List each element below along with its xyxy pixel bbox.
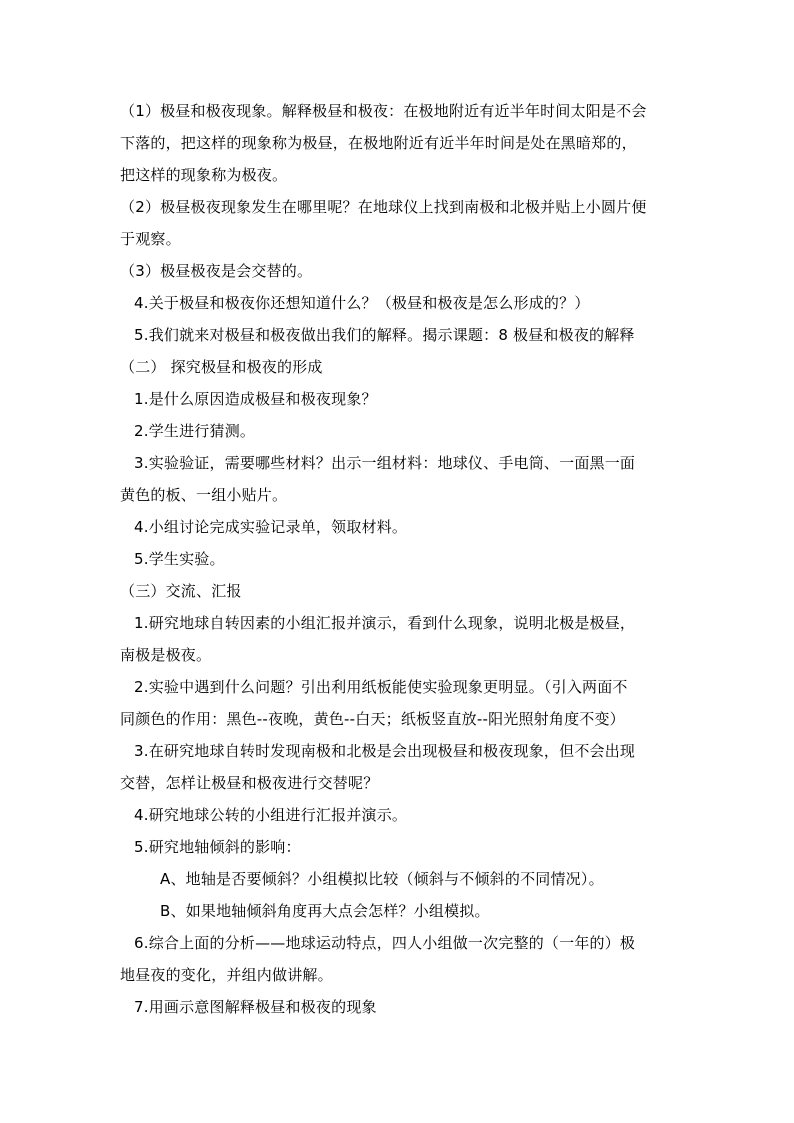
text-line: 黄色的板、一组小贴片。 [120,486,288,504]
text-line: 2.实验中遇到什么问题？引出利用纸板能使实验现象更明显。（引入两面不 [134,678,628,696]
text-line: 同颜色的作用：黑色--夜晚，黄色--白天；纸板竖直放--阳光照射角度不变） [120,710,625,728]
text-line: 下落的，把这样的现象称为极昼，在极地附近有近半年时间是处在黑暗郑的， [120,134,637,152]
text-line: 3.实验验证，需要哪些材料？出示一组材料：地球仪、手电筒、一面黑一面 [134,454,636,472]
section-heading: （二） 探究极昼和极夜的形成 [120,358,323,376]
text-line: （3）极昼极夜是会交替的。 [120,262,313,280]
text-line: （1）极昼和极夜现象。解释极昼和极夜：在极地附近有近半年时间太阳是不会 [120,102,647,120]
section-heading: （三）交流、汇报 [120,582,242,600]
text-line: 2.学生进行猜测。 [134,422,256,440]
text-line: 1.研究地球自转因素的小组汇报并演示，看到什么现象，说明北极是极昼， [134,614,636,632]
text-line: 地昼夜的变化，并组内做讲解。 [120,966,333,984]
text-line: （2）极昼极夜现象发生在哪里呢？在地球仪上找到南极和北极并贴上小圆片便 [120,198,647,216]
text-line: 交替，怎样让极昼和极夜进行交替呢？ [120,774,379,792]
text-line: B、如果地轴倾斜角度再大点会怎样？小组模拟。 [160,902,490,920]
text-line: 南极是极夜。 [120,646,212,664]
text-line: 1.是什么原因造成极昼和极夜现象？ [134,390,377,408]
text-line: 7.用画示意图解释极昼和极夜的现象 [134,998,377,1016]
text-line: 3.在研究地球自转时发现南极和北极是会出现极昼和极夜现象，但不会出现 [134,742,636,760]
text-line: 5.我们就来对极昼和极夜做出我们的解释。揭示课题：8 极昼和极夜的解释 [134,326,635,344]
text-line: A、地轴是否要倾斜？小组模拟比较（倾斜与不倾斜的不同情况）。 [160,870,604,888]
text-line: 于观察。 [120,230,181,248]
text-line: 6.综合上面的分析——地球运动特点，四人小组做一次完整的（一年的）极 [134,934,636,952]
text-line: 5.学生实验。 [134,550,225,568]
text-line: 4.研究地球公转的小组进行汇报并演示。 [134,806,408,824]
text-line: 把这样的现象称为极夜。 [120,166,288,184]
text-line: 5.研究地轴倾斜的影响： [134,838,301,856]
text-line: 4.关于极昼和极夜你还想知道什么？（极昼和极夜是怎么形成的？） [134,294,590,312]
text-line: 4.小组讨论完成实验记录单，领取材料。 [134,518,408,536]
